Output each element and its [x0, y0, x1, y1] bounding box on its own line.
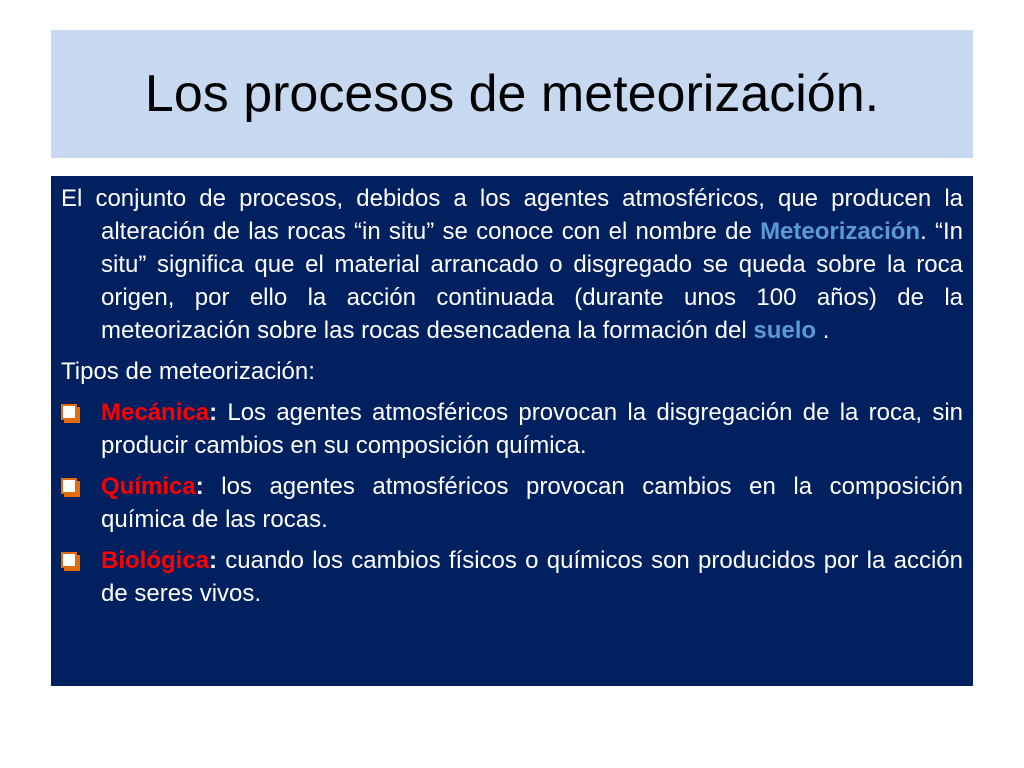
type-name: Química [101, 473, 196, 500]
type-text [101, 396, 963, 462]
intro-paragraph [61, 182, 963, 347]
content-box [51, 176, 973, 686]
type-description: cuando los cambios físicos o químicos son producidos por la acción de seres vivos. [101, 547, 963, 607]
type-colon: : [209, 547, 218, 574]
type-text [101, 470, 963, 536]
type-name: Biológica [101, 547, 210, 574]
types-heading: Tipos de meteorización: [61, 358, 315, 385]
type-item-quimica [61, 470, 963, 536]
intro-text-middle: . “In situ” significa que el material arrancado o disgregado se queda sobre la roca origen, por ello la acción continuada (durante unos 100 años) de la meteorización sobre las rocas desencadena la formación del [101, 218, 963, 344]
intro-highlight-meteorizacion: Meteorización [760, 218, 921, 245]
intro-text-after: . [816, 317, 830, 344]
type-description: los agentes atmosféricos provocan cambios en la composición química de las rocas. [101, 473, 963, 533]
intro-highlight-suelo: suelo [753, 317, 817, 344]
type-colon: : [209, 399, 218, 426]
type-text [101, 544, 963, 610]
title-box [51, 30, 973, 158]
type-description: Los agentes atmosféricos provocan la disgregación de la roca, sin producir cambios en su composición química. [101, 399, 963, 459]
type-colon: : [195, 473, 204, 500]
checkbox-bullet-icon [61, 544, 101, 610]
type-item-biologica [61, 544, 963, 610]
checkbox-bullet-icon [61, 470, 101, 536]
intro-text-before: El conjunto de procesos, debidos a los agentes atmosféricos, que producen la alteración de las rocas “in situ” se conoce con el nombre de [61, 185, 963, 245]
slide-title: Los procesos de meteorización. [144, 65, 880, 123]
type-name: Mecánica [101, 399, 210, 426]
type-item-mecanica [61, 396, 963, 462]
checkbox-bullet-icon [61, 396, 101, 462]
